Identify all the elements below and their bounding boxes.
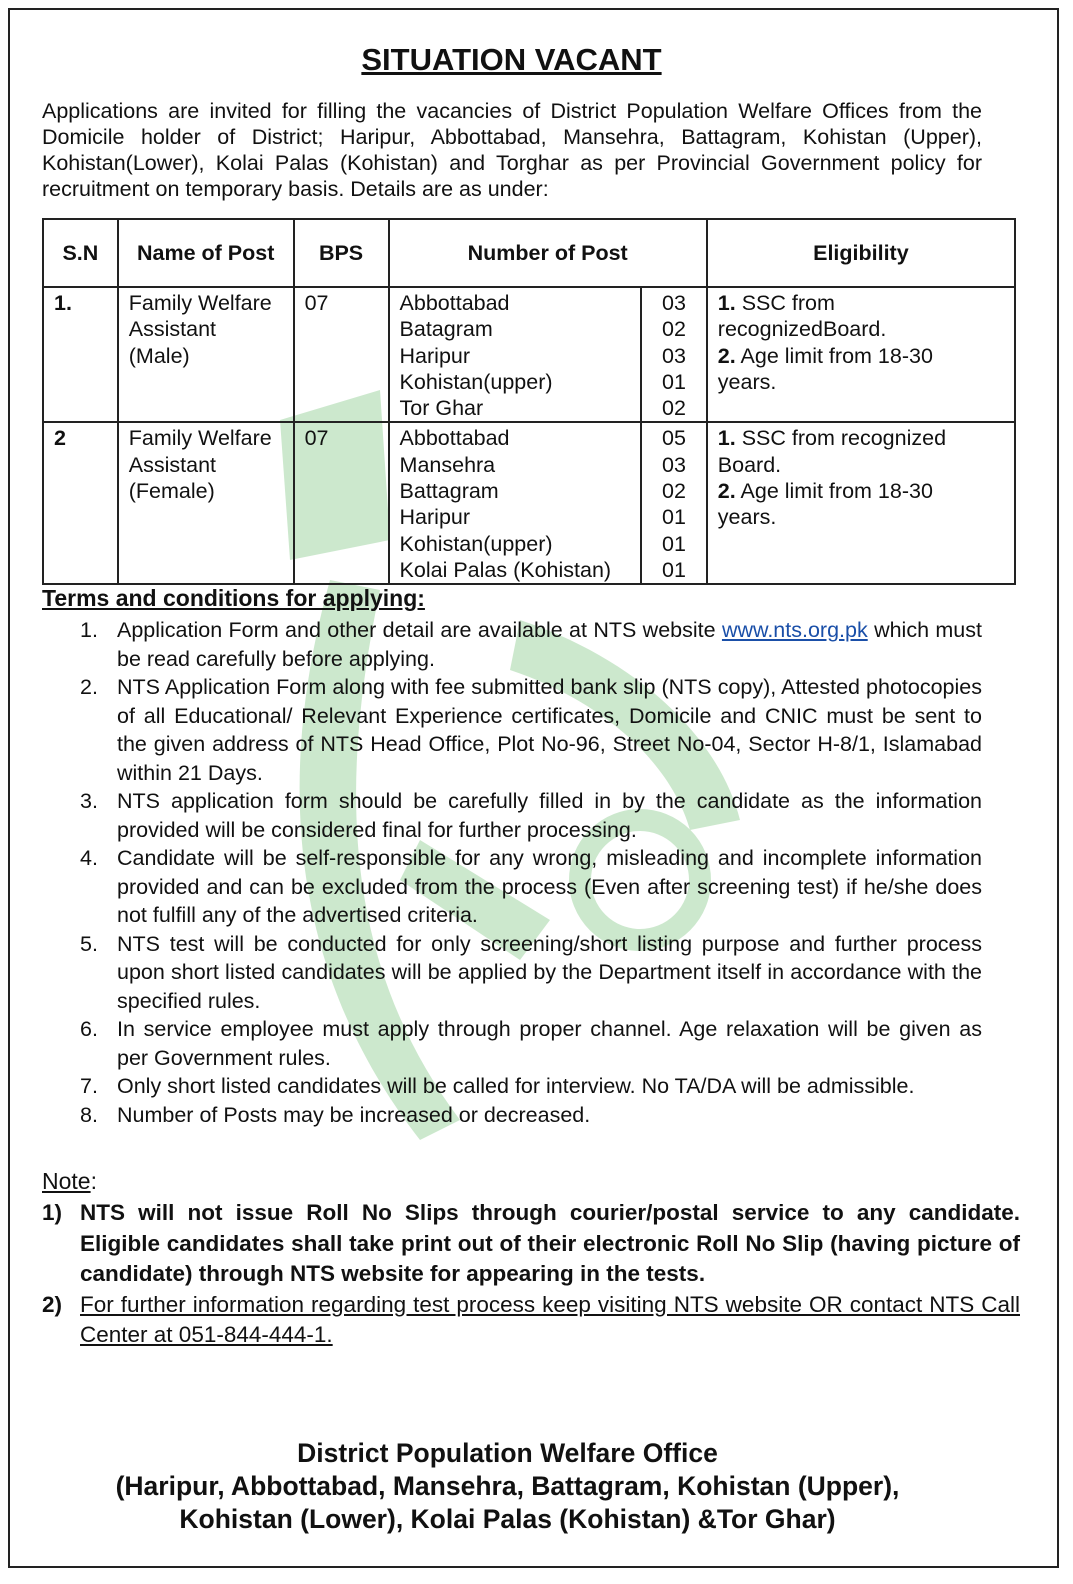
header-bps: BPS	[294, 219, 389, 287]
terms-heading: Terms and conditions for applying:	[42, 585, 425, 611]
eligibility-text: Age limit from 18-30	[735, 343, 933, 368]
eligibility-num: 1.	[717, 291, 736, 315]
vacancy-table	[42, 218, 1016, 585]
intro-paragraph: Applications are invited for filling the vacancies of District Population Welfare Offices from the Domicile holder of District; Haripur, Abbottabad, Mansehra, Battagram, Kohistan (Upper), Kohistan(Lower), Kolai Palas (Kohistan) and Torghar as per Provincial Government policy for recruitment on temporary basis. Details are as under:	[42, 99, 982, 201]
eligibility-line: years.	[717, 505, 777, 530]
term-item	[42, 1072, 982, 1101]
eligibility-num: 1.	[717, 426, 736, 451]
row-districts	[389, 287, 642, 422]
note-text: For further information regarding test process keep visiting NTS website OR contact NTS Call Center at 051-844-444-1.	[80, 1291, 1020, 1347]
note-item	[42, 1198, 1020, 1290]
eligibility-line	[718, 343, 1004, 369]
issuer-line: Kohistan (Lower), Kolai Palas (Kohistan) &Tor Ghar)	[179, 1504, 836, 1534]
post-count: 01	[662, 369, 686, 394]
row-bps: 07	[294, 422, 389, 584]
term-text: Only short listed candidates will be called for interview. No TA/DA will be admissible.	[117, 1074, 915, 1098]
post-count: 01	[662, 557, 686, 582]
note-heading-colon: :	[90, 1168, 97, 1194]
term-text: which must be read carefully before applying.	[117, 618, 982, 671]
post-count: 03	[662, 343, 686, 368]
table-row	[43, 287, 1015, 422]
eligibility-text: SSC from recognized	[735, 426, 947, 451]
eligibility-line	[718, 478, 1004, 504]
post-name-line: Assistant	[128, 317, 216, 342]
post-name-line: (Female)	[128, 479, 215, 504]
row-post-name	[118, 287, 294, 422]
post-count: 03	[662, 452, 686, 477]
header-number-of-post: Number of Post	[389, 219, 707, 287]
term-text: In service employee must apply through proper channel. Age relaxation will be given as per Government rules.	[117, 1017, 982, 1070]
term-item	[42, 844, 982, 930]
term-number: 6.	[80, 1017, 98, 1041]
row-districts	[389, 422, 642, 584]
district-name: Kohistan(upper)	[399, 531, 553, 556]
post-name-line: Family Welfare	[128, 291, 272, 315]
row-counts	[641, 287, 707, 422]
term-number: 4.	[80, 846, 98, 870]
term-number: 3.	[80, 789, 98, 813]
nts-website-link[interactable]: www.nts.org.pk	[721, 618, 868, 642]
notes-list	[42, 1198, 1020, 1351]
eligibility-line: recognizedBoard.	[717, 317, 887, 342]
post-name-line: (Male)	[128, 343, 190, 368]
row-sn: 1.	[43, 287, 118, 422]
term-item	[42, 787, 982, 844]
eligibility-line	[718, 290, 1004, 316]
term-number: 5.	[80, 931, 98, 956]
term-number: 1.	[80, 618, 98, 642]
post-count: 02	[662, 317, 686, 342]
note-number: 1)	[42, 1200, 63, 1225]
issuer-line: (Haripur, Abbottabad, Mansehra, Battagram, Kohistan (Upper),	[115, 1471, 900, 1501]
note-number: 2)	[42, 1291, 63, 1317]
district-name: Abbottabad	[399, 291, 510, 315]
eligibility-line	[718, 425, 1004, 451]
post-count: 03	[662, 291, 686, 315]
term-text: NTS test will be conducted for only screening/short listing purpose and further process upon short listed candidates will be applied by the Department itself in accordance with the specified rules.	[117, 931, 982, 1013]
term-item	[42, 1015, 982, 1072]
header-name-of-post: Name of Post	[118, 219, 294, 287]
eligibility-num: 2.	[717, 479, 736, 504]
issuer-line: District Population Welfare Office	[297, 1438, 718, 1468]
post-count: 01	[662, 531, 686, 556]
post-name-line: Family Welfare	[128, 426, 272, 451]
term-number: 8.	[80, 1102, 98, 1127]
district-name: Batagram	[399, 317, 493, 342]
post-count: 05	[662, 426, 686, 451]
post-count: 02	[662, 396, 686, 421]
district-name: Abbottabad	[399, 426, 510, 451]
row-counts	[641, 422, 707, 584]
eligibility-text: SSC from	[735, 291, 835, 315]
row-bps: 07	[294, 287, 389, 422]
term-number: 2.	[80, 675, 98, 699]
term-item	[42, 1101, 982, 1130]
note-text: NTS will not issue Roll No Slips through courier/postal service to any candidate. Eligible candidates shall take print out of their electronic Roll No Slip (having picture of candidate) through NTS website for appearing in the tests.	[80, 1200, 1020, 1286]
term-text: Application Form and other detail are available at NTS website	[117, 618, 722, 642]
term-item	[42, 930, 982, 1016]
eligibility-line: years.	[717, 369, 777, 394]
note-heading	[42, 1168, 97, 1195]
term-text: NTS Application Form along with fee submitted bank slip (NTS copy), Attested photocopies of all Educational/ Relevant Experience certificates, Domicile and CNIC must be sent to the given address of NTS Head Office, Plot No-96, Street No-04, Sector H-8/1, Islamabad within 21 Days.	[117, 675, 982, 785]
issuer-block	[0, 1437, 1015, 1536]
note-item	[42, 1290, 1020, 1351]
header-eligibility: Eligibility	[707, 219, 1015, 287]
district-name: Battagram	[399, 479, 499, 504]
term-text: NTS application form should be carefully filled in by the candidate as the information provided will be considered final for further processing.	[117, 789, 982, 842]
row-post-name	[118, 422, 294, 584]
eligibility-num: 2.	[717, 343, 736, 368]
term-item	[42, 673, 982, 787]
term-text: Candidate will be self-responsible for any wrong, misleading and incomplete information provided and can be excluded from the process (Even after screening test) if he/she does not fulfill any of the advertised criteria.	[117, 846, 982, 927]
row-eligibility	[707, 422, 1015, 584]
term-item	[42, 616, 982, 673]
term-text: Number of Posts may be increased or decreased.	[117, 1102, 591, 1127]
page-title: SITUATION VACANT	[361, 42, 662, 77]
table-header-row	[43, 219, 1015, 287]
row-eligibility	[707, 287, 1015, 422]
note-heading-text: Note	[42, 1168, 91, 1194]
terms-list	[42, 616, 982, 1129]
district-name: Kohistan(upper)	[399, 369, 553, 394]
post-name-line: Assistant	[128, 452, 216, 477]
district-name: Haripur	[399, 505, 471, 530]
eligibility-text: Age limit from 18-30	[735, 479, 933, 504]
post-count: 01	[662, 505, 686, 530]
row-sn: 2	[43, 422, 118, 584]
post-count: 02	[662, 479, 686, 504]
district-name: Kolai Palas (Kohistan)	[399, 557, 612, 582]
district-name: Tor Ghar	[399, 396, 484, 421]
eligibility-line: Board.	[717, 452, 782, 477]
header-sn: S.N	[43, 219, 118, 287]
district-name: Haripur	[399, 343, 471, 368]
table-row	[43, 422, 1015, 584]
district-name: Mansehra	[399, 452, 496, 477]
term-number: 7.	[80, 1074, 98, 1098]
